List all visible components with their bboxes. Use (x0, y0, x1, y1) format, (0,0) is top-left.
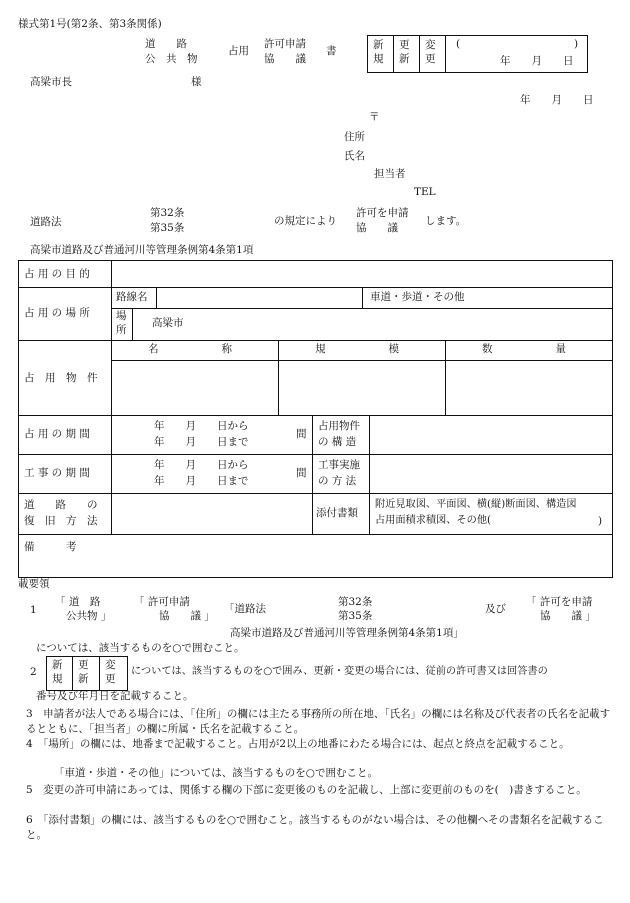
note4b: 「車道・歩道・その他」については、該当するものを○で囲むこと。 (54, 767, 378, 779)
ref-date: 年 月 日 (500, 55, 574, 67)
attachments-close: ) (598, 515, 603, 527)
label-attachments: 添付書類 (316, 507, 358, 519)
title-permit-application: 許可申請 (264, 38, 306, 50)
notes-heading: 載要領 (18, 578, 50, 590)
work-ma: 間 (296, 467, 307, 479)
label-restore-2: 復 旧 方 法 (24, 515, 98, 527)
kind-new-line2: 規 (373, 53, 384, 65)
statement-by-rule: の規定により (274, 215, 337, 227)
title-public-object: 公 共 物 (145, 53, 198, 65)
note2-change-2: 更 (105, 673, 116, 685)
ref-paren-open: ( (456, 38, 461, 50)
note2-renew-2: 新 (78, 673, 89, 685)
col-quantity: 数 量 (482, 343, 566, 355)
note1-ordinance: 高梁市道路及び普通河川等管理条例第4条第1項」 (230, 627, 464, 639)
contact-label: 担当者 (374, 168, 406, 180)
postal-mark: 〒 (369, 111, 380, 123)
addressee-name: 高梁市長 (30, 76, 72, 88)
note1-road: 「 道 路 (55, 596, 101, 608)
address-label: 住所 (344, 131, 365, 143)
note4: 4 「場所」の欄には、地番まで記載すること。占用が2以上の地番にわたる場合には、起点と終点を記載すること。 (26, 738, 570, 750)
label-method-2: の 方 法 (318, 475, 357, 487)
road-type-options: 車道・歩道・その他 (370, 291, 465, 303)
form-number: 様式第1号(第2条、第3条関係) (18, 18, 162, 30)
note1-permit: 「 許可申請 (134, 596, 190, 608)
attachments-line2: 占用面積求積図、その他( (375, 515, 492, 526)
note1-public: 公共物 」 (66, 610, 112, 622)
note1-law: 「道路法 (224, 603, 266, 615)
label-route-name: 路線名 (116, 291, 148, 303)
period-ma: 間 (296, 428, 307, 440)
note2-change-1: 変 (105, 659, 116, 671)
note2-renew-1: 更 (78, 659, 89, 671)
col-scale: 規 模 (315, 343, 399, 355)
note2-new-1: 新 (52, 659, 63, 671)
label-restore-1: 道 路 の (24, 499, 98, 511)
label-remarks: 備 考 (24, 541, 77, 553)
note1-art35: 第35条 (338, 610, 373, 622)
statement-suffix: します。 (425, 215, 467, 227)
application-date: 年 月 日 (520, 94, 594, 106)
kind-renew-line2: 新 (399, 53, 410, 65)
note2-new-2: 規 (52, 673, 63, 685)
title-consultation: 協 議 (264, 53, 306, 65)
statement-apply: 許可を申請 (356, 207, 409, 219)
label-location-2: 所 (116, 324, 127, 336)
note1-apply: 「 許可を申請 (526, 596, 593, 608)
statement-law: 道路法 (30, 216, 62, 228)
title-road: 道 路 (145, 38, 187, 50)
label-structure-1: 占用物件 (318, 420, 360, 432)
note1-art32: 第32条 (338, 596, 373, 608)
note1-number: 1 (30, 604, 37, 616)
attachments-line1: 附近見取図、平面図、横(縦)断面図、構造図 (375, 499, 577, 510)
statement-art35: 第35条 (150, 222, 185, 234)
kind-renew-line1: 更 (399, 39, 410, 51)
title-occupancy: 占用 (228, 45, 249, 57)
label-occupancy-period: 占 用 の 期 間 (24, 428, 90, 440)
note5: 5 変更の許可申請にあっては、関係する欄の下部に変更後のものを記載し、上部に変更前のものを( )書きすること。 (26, 784, 587, 796)
location-city: 高梁市 (152, 317, 184, 329)
statement-art32: 第32条 (150, 207, 185, 219)
period-to: 年 月 日まで (154, 436, 249, 448)
label-structure-2: の 構 造 (318, 436, 357, 448)
title-document: 書 (326, 45, 337, 57)
note2-text2: 番号及び年月日を記載すること。 (36, 690, 194, 702)
note2-number: 2 (30, 666, 37, 678)
note1-consult: 協 議 」 (159, 610, 215, 622)
label-method-1: 工事実施 (318, 459, 360, 471)
statement-ordinance: 高梁市道路及び普通河川等管理条例第4条第1項 (30, 244, 254, 256)
period-from: 年 月 日から (154, 420, 249, 432)
note6: 6 「添付書類」の欄には、該当するものを○で囲むこと。該当するものがない場合は、その他欄へその書類名を記載すること。 (26, 814, 604, 841)
tel-label: TEL (414, 186, 436, 198)
ref-paren-close: ) (574, 38, 579, 50)
note1-text: については、該当するものを○で囲むこと。 (36, 642, 245, 654)
label-object: 占 用 物 件 (24, 372, 98, 384)
note1-and: 及び (485, 603, 506, 615)
label-location-1: 場 (116, 310, 127, 322)
label-work-period: 工 事 の 期 間 (24, 467, 90, 479)
addressee-honorific: 様 (191, 76, 202, 88)
label-purpose: 占 用 の 目 的 (24, 268, 90, 280)
kind-new-line1: 新 (373, 39, 384, 51)
label-place: 占 用 の 場 所 (24, 307, 90, 319)
note2-text1: については、該当するものを○で囲み、更新・変更の場合には、従前の許可書又は回答書の (131, 666, 548, 677)
name-label: 氏名 (344, 150, 365, 162)
note3: 3 申請者が法人である場合には、「住所」の欄には主たる事務所の所在地、「氏名」の欄には名称及び代表者の氏名を記載するとともに、「担当者」の欄に所属・氏名を記載すること。 (26, 708, 611, 735)
work-to: 年 月 日まで (154, 475, 249, 487)
col-name: 名 称 (148, 343, 232, 355)
kind-change-line2: 更 (425, 53, 436, 65)
kind-change-line1: 変 (425, 39, 436, 51)
work-from: 年 月 日から (154, 459, 249, 471)
statement-consult: 協 議 (356, 222, 398, 234)
note1-consult2: 協 議 」 (540, 610, 596, 622)
